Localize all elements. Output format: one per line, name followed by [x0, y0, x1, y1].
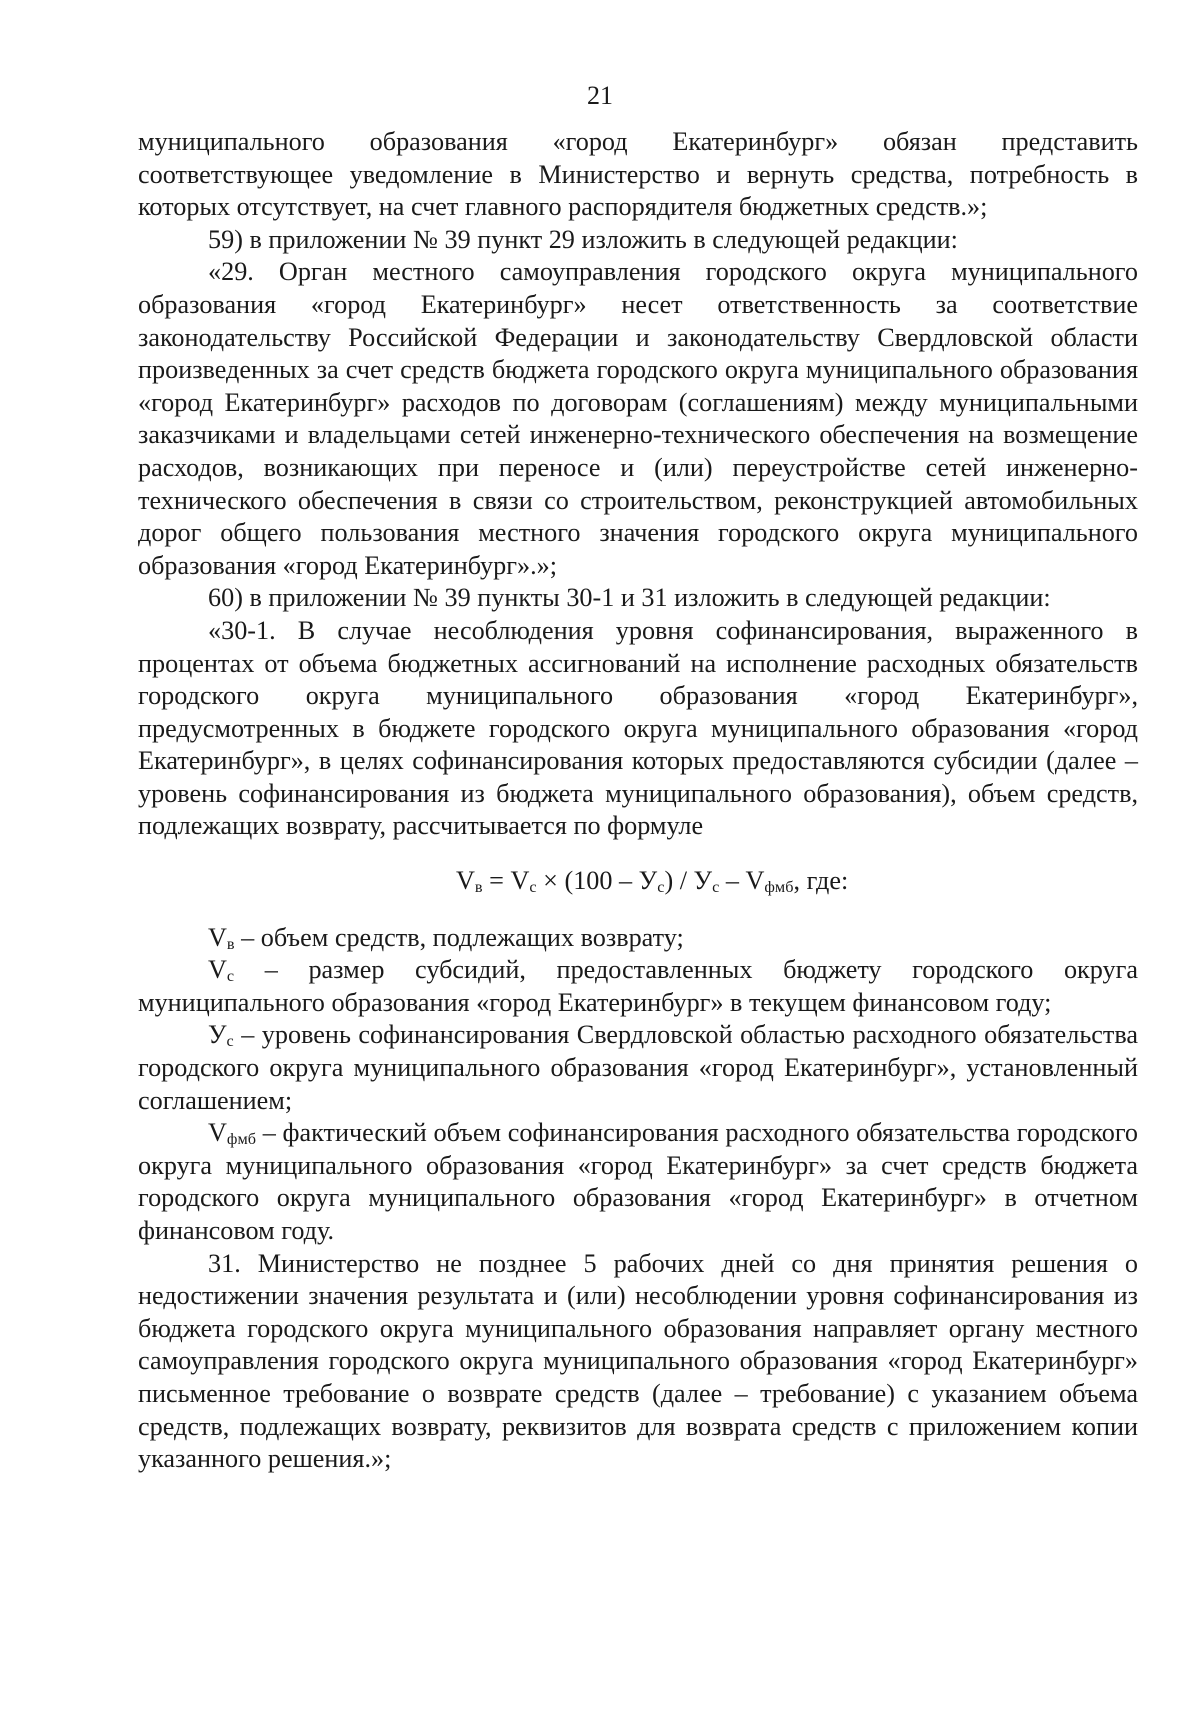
paragraph-item-59: 59) в приложении № 39 пункт 29 изложить в следующей редакции:	[208, 224, 958, 254]
formula: $V_в = V_с \times (100 - У_с) / У_с - V_{фмб}$, где:	[456, 866, 849, 897]
page-number: 21	[587, 81, 613, 110]
document-body	[138, 126, 1138, 1476]
paragraph-item-60: 60) в приложении № 39 пункты 30-1 и 31 изложить в следующей редакции:	[208, 583, 1051, 613]
definition-vv: $V_в$ – объем средств, подлежащих возврату;	[208, 922, 684, 953]
definition-vfmb: $V_{фмб}$ – фактический объем софинансирования расходного обязательства городского округа муниципального образования «город Екатеринбург» за счет средств бюджета городского округа муниципального образования «город Екатеринбург» в отчетном финансовом году.	[138, 1118, 1138, 1245]
paragraph-clause-29: «29. Орган местного самоуправления городского округа муниципального образования «город Екатеринбург» несет ответственность за соответствие законодательству Российской Федерации и законодательству Свердловской области произведенных за счет средств бюджета городского округа муниципального образования «город Екатеринбург» расходов по договорам (соглашениям) между муниципальными заказчиками и владельцами сетей инженерно-технического обеспечения на возмещение расходов, возникающих при переносе и (или) переустройстве сетей инженерно-технического обеспечения в связи со строительством, реконструкцией автомобильных дорог общего пользования местного значения городского округа муниципального образования «город Екатеринбург».»;	[138, 257, 1138, 580]
paragraph-continuation: муниципального образования «город Екатеринбург» обязан представить соответствующее уведомление в Министерство и вернуть средства, потребность в которых отсутствует, на счет главного распорядителя бюджетных средств.»;	[138, 127, 1138, 222]
definition-vc: $V_с$ – размер субсидий, предоставленных бюджету городского округа муниципального образования «город Екатеринбург» в текущем финансовом году;	[138, 955, 1138, 1017]
paragraph-clause-31: 31. Министерство не позднее 5 рабочих дней со дня принятия решения о недостижении значения результата и (или) несоблюдении уровня софинансирования из бюджета городского округа муниципального образования направляет органу местного самоуправления городского округа муниципального образования «город Екатеринбург» письменное требование о возврате средств (далее – требование) с указанием объема средств, подлежащих возврату, реквизитов для возврата средств с приложением копии указанного решения.»;	[138, 1248, 1138, 1474]
definition-yc: $У_с$ – уровень софинансирования Свердловской областью расходного обязательства городского округа муниципального образования «город Екатеринбург», установленный соглашением;	[138, 1020, 1138, 1115]
paragraph-clause-30-1: «30-1. В случае несоблюдения уровня софинансирования, выраженного в процентах от объема бюджетных ассигнований на исполнение расходных обязательств городского округа муниципального образования «город Екатеринбург», предусмотренных в бюджете городского округа муниципального образования «город Екатеринбург», в целях софинансирования которых предоставляются субсидии (далее – уровень софинансирования из бюджета муниципального образования), объем средств, подлежащих возврату, рассчитывается по формуле	[138, 615, 1138, 841]
